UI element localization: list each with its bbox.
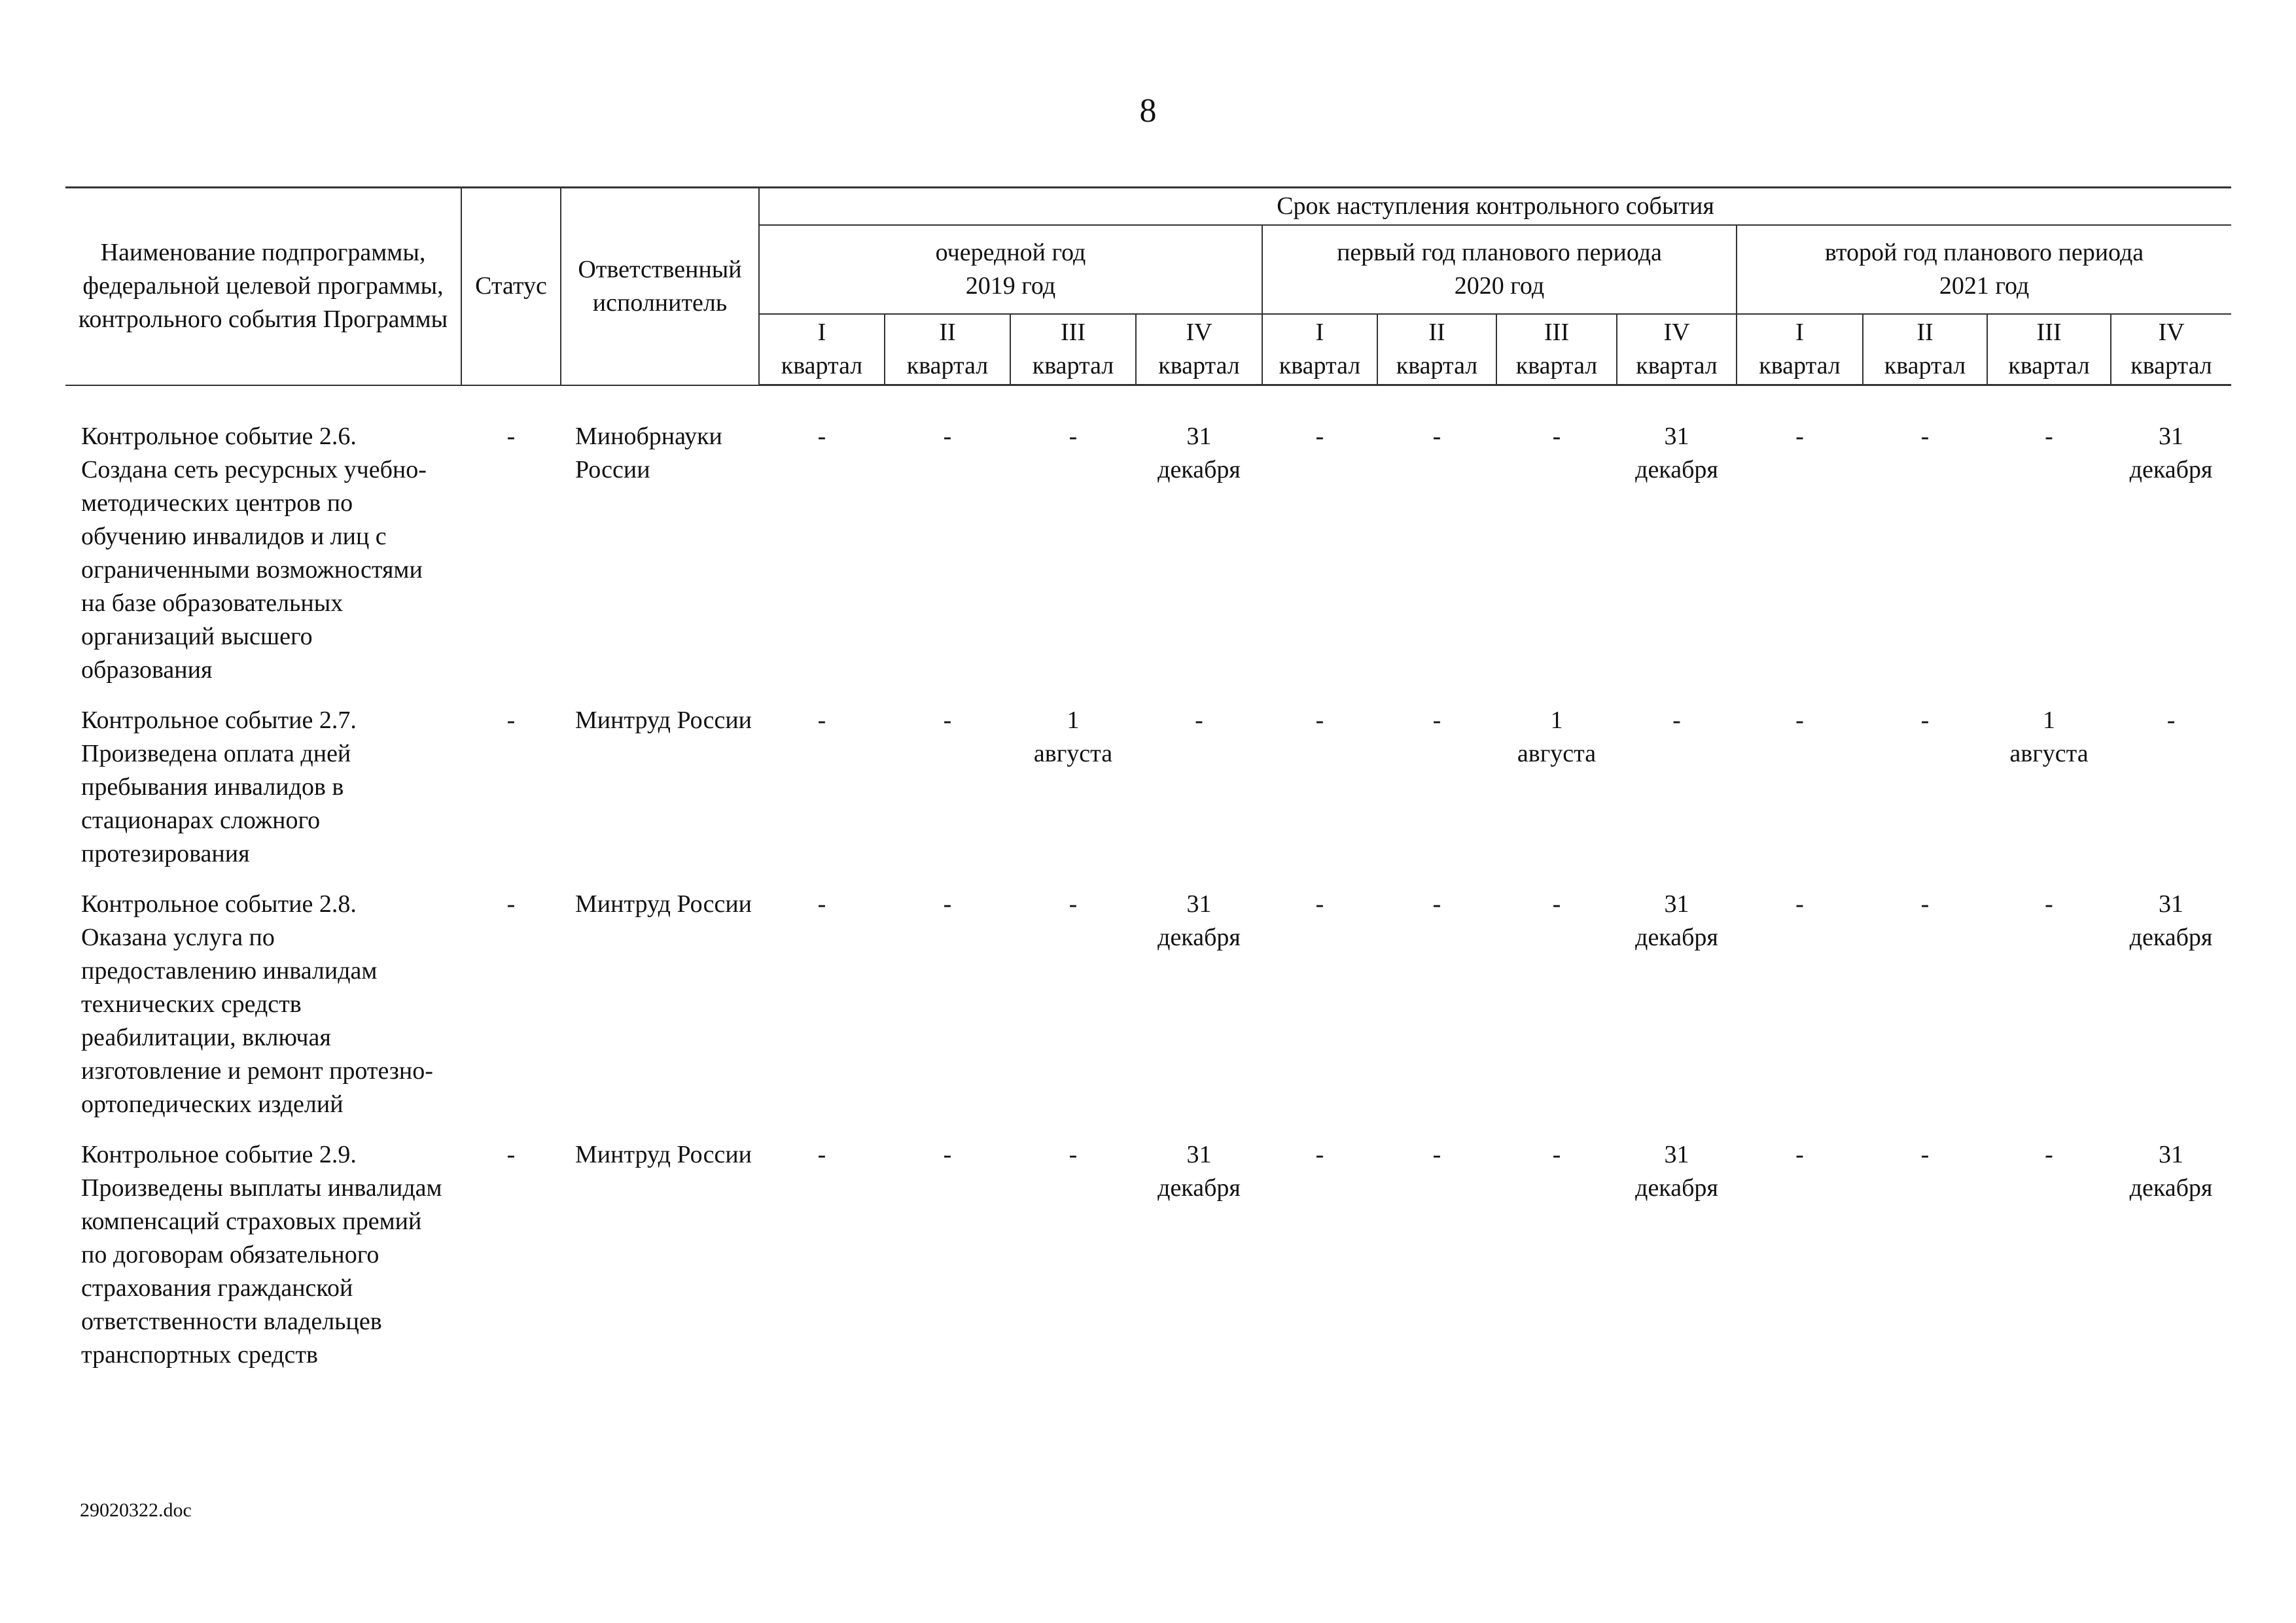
deadline-day: -: [817, 423, 826, 450]
header-quarter: [1262, 314, 1377, 385]
deadline-cell: [1010, 704, 1136, 888]
year-value: 2021 год: [1939, 272, 2030, 300]
deadline-cell: [2111, 704, 2231, 888]
event-executor: Минтруд России: [575, 1141, 752, 1168]
event-name: Контрольное событие 2.6. Создана сеть ресурсных учебно-методических центров по обучению инвалидов и лиц с ограниченными возможностями на базе образовательных организаций высшего образования: [81, 423, 427, 684]
event-executor: Минтруд России: [575, 707, 752, 734]
deadline-day: -: [943, 1141, 952, 1168]
header-year-2021: [1737, 225, 2231, 314]
table-row: [65, 420, 2231, 704]
deadline-day: 31: [1664, 423, 1689, 450]
quarter-number: III: [1544, 319, 1569, 346]
spacer-row: [65, 385, 2231, 421]
deadline-day: -: [1552, 890, 1561, 918]
deadline-cell: [1136, 704, 1262, 888]
deadline-cell: [1617, 1138, 1737, 1389]
header-year-2019: [759, 225, 1262, 314]
quarter-number: IV: [2158, 319, 2185, 346]
deadline-cell: [759, 704, 885, 888]
quarter-number: II: [939, 319, 956, 346]
deadline-cell: [1617, 888, 1737, 1138]
deadline-day: -: [1432, 1141, 1441, 1168]
quarter-label: квартал: [781, 352, 863, 379]
quarter-number: I: [817, 319, 826, 346]
deadline-day: -: [2045, 890, 2053, 918]
deadline-cell: [759, 420, 885, 704]
quarter-label: квартал: [2008, 352, 2090, 379]
deadline-day: -: [1069, 1141, 1078, 1168]
deadline-month: декабря: [1157, 924, 1241, 951]
page-number: 8: [1139, 92, 1157, 130]
deadline-day: -: [1315, 707, 1324, 734]
deadline-cell: [1262, 420, 1377, 704]
deadline-cell: [1617, 420, 1737, 704]
deadline-cell: [1863, 420, 1987, 704]
deadline-day: -: [817, 890, 826, 918]
header-executor: Ответственный исполнитель: [561, 188, 759, 385]
deadline-cell: [1496, 420, 1617, 704]
event-status: -: [506, 707, 516, 734]
deadline-cell: [885, 1138, 1010, 1389]
table-row: [65, 704, 2231, 888]
deadline-day: -: [943, 423, 952, 450]
deadline-day: -: [1432, 423, 1441, 450]
deadline-day: -: [1195, 707, 1203, 734]
event-executor: Минобрнауки России: [575, 423, 722, 483]
deadline-cell: [1496, 704, 1617, 888]
deadline-day: -: [1315, 890, 1324, 918]
deadline-day: 31: [2159, 423, 2184, 450]
quarter-label: квартал: [1032, 352, 1114, 379]
deadline-cell: [1737, 420, 1863, 704]
deadline-cell: [1987, 704, 2111, 888]
deadline-day: 1: [1550, 707, 1563, 734]
deadline-day: -: [1432, 707, 1441, 734]
table-row: [65, 888, 2231, 1138]
deadline-cell: [1737, 1138, 1863, 1389]
deadline-day: -: [1920, 423, 1930, 450]
quarter-number: II: [1428, 319, 1445, 346]
header-deadline: Срок наступления контрольного события: [759, 188, 2231, 226]
quarter-number: I: [1795, 319, 1804, 346]
deadline-cell: [1377, 704, 1496, 888]
deadline-day: -: [817, 1141, 826, 1168]
deadline-day: -: [1920, 1141, 1930, 1168]
header-year-2020: [1262, 225, 1737, 314]
deadline-cell: [1010, 420, 1136, 704]
deadline-day: -: [1795, 707, 1804, 734]
deadline-day: 31: [1186, 1141, 1212, 1168]
deadline-day: 1: [2043, 707, 2055, 734]
deadline-month: декабря: [1157, 1174, 1241, 1202]
deadline-cell: [885, 704, 1010, 888]
header-quarter: [1377, 314, 1496, 385]
header-row-top: [65, 188, 2231, 226]
quarter-number: I: [1315, 319, 1324, 346]
deadline-month: августа: [1033, 740, 1113, 767]
deadline-month: декабря: [1157, 456, 1241, 483]
deadline-day: -: [943, 707, 952, 734]
spacer-cell: [65, 385, 2231, 421]
deadline-day: -: [1552, 1141, 1561, 1168]
event-name: Контрольное событие 2.7. Произведена оплата дней пребывания инвалидов в стационарах сложного протезирования: [81, 707, 357, 867]
event-status: -: [506, 1141, 516, 1168]
deadline-day: 31: [1664, 890, 1689, 918]
deadline-cell: [885, 420, 1010, 704]
header-name: Наименование подпрограммы, федеральной целевой программы, контрольного события Программы: [65, 188, 461, 385]
deadline-month: декабря: [1635, 924, 1718, 951]
deadline-day: -: [1795, 423, 1804, 450]
deadline-cell: [1136, 420, 1262, 704]
quarter-label: квартал: [1515, 352, 1598, 379]
header-quarter: [1737, 314, 1863, 385]
deadline-day: -: [2045, 423, 2053, 450]
quarter-label: квартал: [2130, 352, 2212, 379]
quarter-label: квартал: [1396, 352, 1478, 379]
deadline-cell: [1496, 888, 1617, 1138]
deadline-cell: [1987, 1138, 2111, 1389]
quarter-label: квартал: [1279, 352, 1361, 379]
header-status: Статус: [461, 188, 561, 385]
year-value: 2020 год: [1454, 272, 1545, 300]
deadline-day: -: [1920, 707, 1930, 734]
deadline-cell: [1987, 888, 2111, 1138]
deadline-cell: [1010, 1138, 1136, 1389]
deadline-day: -: [1795, 890, 1804, 918]
quarter-number: III: [2036, 319, 2062, 346]
quarter-number: III: [1061, 319, 1086, 346]
deadline-day: -: [943, 890, 952, 918]
deadline-month: августа: [1517, 740, 1597, 767]
deadline-day: -: [1432, 890, 1441, 918]
deadline-cell: [1262, 888, 1377, 1138]
event-status: -: [506, 423, 516, 450]
event-name: Контрольное событие 2.8. Оказана услуга по предоставлению инвалидам технических средств реабилитации, включая изготовление и ремонт протезно-ортопедических изделий: [81, 890, 433, 1118]
deadline-day: -: [2166, 707, 2176, 734]
deadline-cell: [1863, 888, 1987, 1138]
header-quarter: [759, 314, 885, 385]
deadline-cell: [1987, 420, 2111, 704]
deadline-cell: [1737, 888, 1863, 1138]
deadline-cell: [1136, 888, 1262, 1138]
quarter-label: квартал: [1158, 352, 1240, 379]
deadline-cell: [1377, 420, 1496, 704]
deadline-cell: [1737, 704, 1863, 888]
deadline-day: 31: [1186, 423, 1212, 450]
deadline-cell: [1262, 1138, 1377, 1389]
deadline-cell: [1377, 1138, 1496, 1389]
year-value: 2019 год: [965, 272, 1056, 300]
deadline-cell: [1496, 1138, 1617, 1389]
header-quarter: [2111, 314, 2231, 385]
deadline-day: 31: [1186, 890, 1212, 918]
deadline-day: -: [1315, 1141, 1324, 1168]
quarter-label: квартал: [1759, 352, 1841, 379]
quarter-label: квартал: [906, 352, 989, 379]
deadline-day: -: [1920, 890, 1930, 918]
deadline-day: -: [1552, 423, 1561, 450]
deadline-day: -: [1795, 1141, 1804, 1168]
deadline-month: декабря: [1635, 456, 1718, 483]
table-row: [65, 1138, 2231, 1389]
quarter-label: квартал: [1636, 352, 1718, 379]
deadline-month: августа: [2009, 740, 2089, 767]
deadline-cell: [885, 888, 1010, 1138]
deadline-cell: [1010, 888, 1136, 1138]
year-label: первый год планового периода: [1337, 239, 1662, 266]
header-quarter: [1136, 314, 1262, 385]
deadline-month: декабря: [1635, 1174, 1718, 1202]
deadline-day: 31: [1664, 1141, 1689, 1168]
deadline-cell: [2111, 1138, 2231, 1389]
deadline-day: -: [1672, 707, 1681, 734]
header-quarter: [1987, 314, 2111, 385]
deadline-day: 1: [1067, 707, 1080, 734]
quarter-number: II: [1916, 319, 1934, 346]
header-quarter: [1496, 314, 1617, 385]
header-quarter: [1010, 314, 1136, 385]
event-name: Контрольное событие 2.9. Произведены выплаты инвалидам компенсаций страховых премий по договорам обязательного страхования гражданской ответственности владельцев транспортных средств: [81, 1141, 442, 1369]
deadline-day: -: [2045, 1141, 2053, 1168]
quarter-label: квартал: [1884, 352, 1966, 379]
deadline-day: -: [1069, 423, 1078, 450]
event-status: -: [506, 890, 516, 918]
quarter-number: IV: [1186, 319, 1212, 346]
header-quarter: [1863, 314, 1987, 385]
control-events-table: [65, 186, 2231, 1389]
deadline-cell: [1617, 704, 1737, 888]
deadline-month: декабря: [2129, 456, 2213, 483]
year-label: очередной год: [935, 239, 1086, 266]
table-body: [65, 385, 2231, 1389]
deadline-day: -: [1069, 890, 1078, 918]
quarter-number: IV: [1663, 319, 1690, 346]
deadline-cell: [1262, 704, 1377, 888]
deadline-cell: [2111, 888, 2231, 1138]
deadline-cell: [1136, 1138, 1262, 1389]
deadline-month: декабря: [2129, 1174, 2213, 1202]
deadline-cell: [759, 1138, 885, 1389]
deadline-cell: [1863, 704, 1987, 888]
deadline-cell: [2111, 420, 2231, 704]
deadline-cell: [759, 888, 885, 1138]
footer-filename: 29020322.doc: [80, 1499, 192, 1521]
event-executor: Минтруд России: [575, 890, 752, 918]
deadline-cell: [1863, 1138, 1987, 1389]
deadline-month: декабря: [2129, 924, 2213, 951]
deadline-day: -: [817, 707, 826, 734]
deadline-cell: [1377, 888, 1496, 1138]
header-quarter: [1617, 314, 1737, 385]
year-label: второй год планового периода: [1824, 239, 2144, 266]
deadline-day: 31: [2159, 1141, 2184, 1168]
deadline-day: 31: [2159, 890, 2184, 918]
deadline-day: -: [1315, 423, 1324, 450]
header-quarter: [885, 314, 1010, 385]
